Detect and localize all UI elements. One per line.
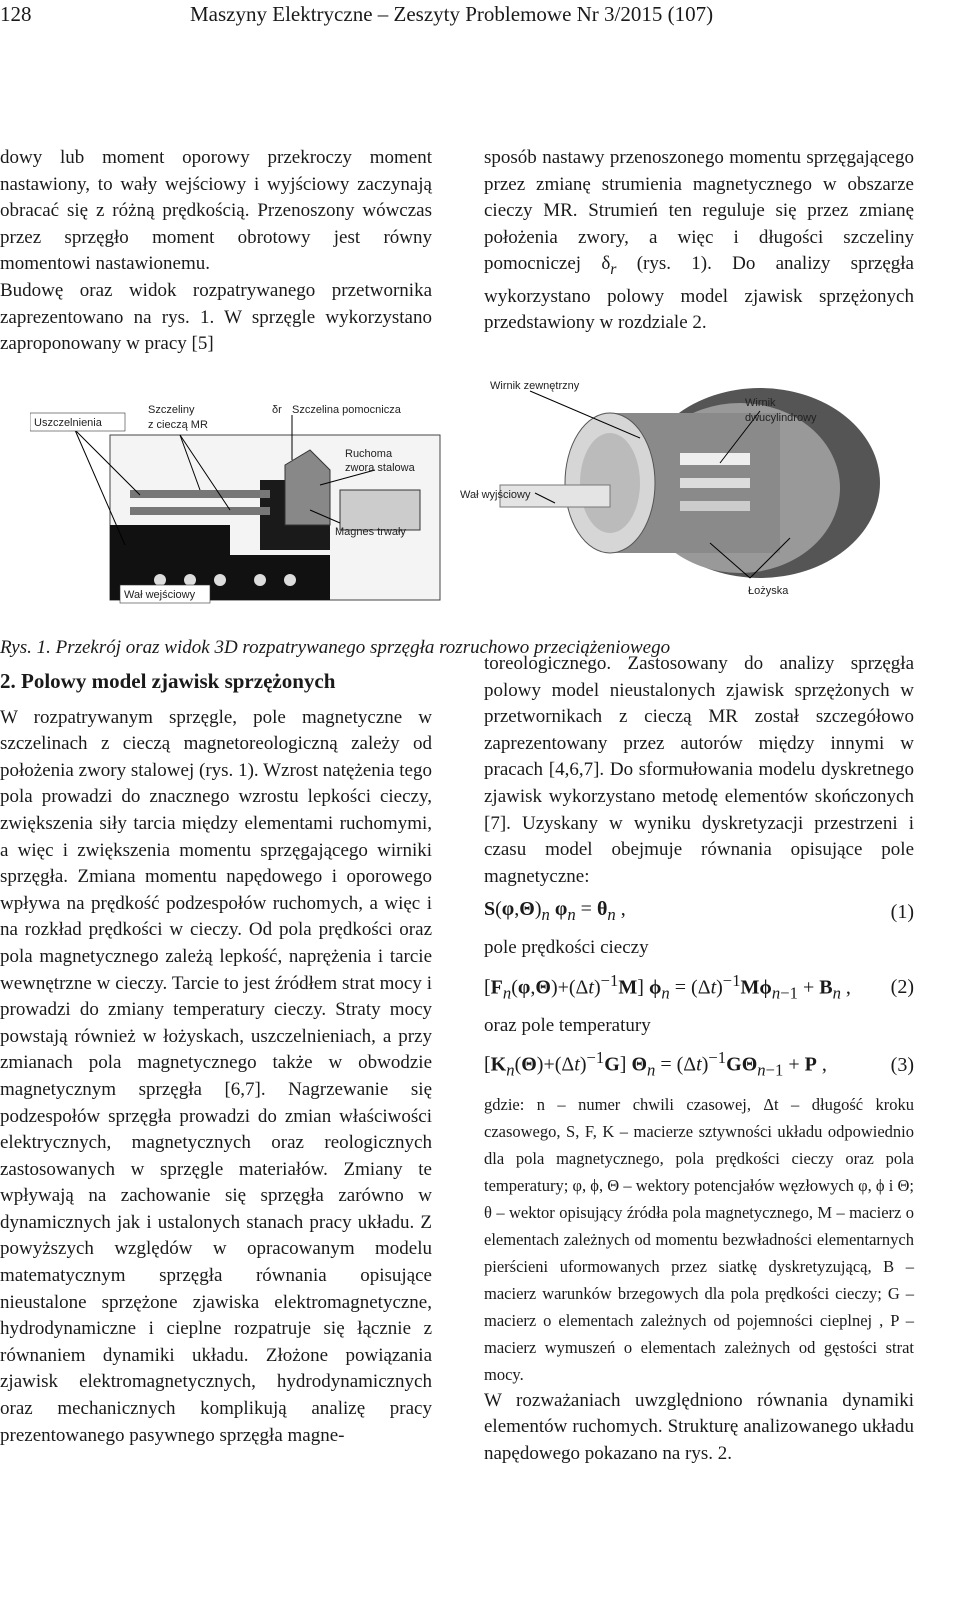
- equation-body: $[K_n(\Theta)+(\Delta t)^{-1}G] \Theta_n = (\Delta t)^{-1}G\Theta_{n-1} + P$ ,: [484, 1048, 827, 1081]
- section-heading: 2. Polowy model zjawisk sprzężonych: [0, 669, 336, 693]
- equation-number: (1): [890, 901, 914, 924]
- paragraph: Budowę oraz widok rozpatrywanego przetwornika zaprezentowano na rys. 1. W sprzęgle wykorzystano zaproponowany w pracy [5]: [0, 279, 432, 355]
- label-dwucylindrowy: dwucylindrowy: [745, 412, 817, 424]
- text-run: (rys. 1). Do analizy sprzęgła wykorzystano polowy model zjawisk sprzężonych przedstawiony w rozdziale 2.: [484, 253, 914, 334]
- 3d-view-figure: [460, 373, 900, 603]
- equation-number: (3): [890, 1053, 914, 1076]
- equation-body: $S(\varphi,\Theta)_n$ $\varphi_n = \theta_n$ ,: [484, 898, 626, 925]
- symbol-definitions: gdzie: n – numer chwili czasowej, Δt – długość kroku czasowego, S, F, K – macierze sztywności układu odpowiednio dla pola magnetycznego, pola prędkości cieczy oraz pola temperatury; φ, ϕ, Θ – wektory potencjałów węzłowych φ, ϕ i Θ; θ – wektor opisujący źródła pola magnetycznego, M – macierz o elementach zależnych od momentu bezwładności elementarnych pierścieni uformowanych przez siatkę dyskretyzującą, B – macierz warunków brzegowych dla pola prędkości cieczy; G – macierz o elementach zależnych od pojemności cieplnej , P – macierz wymuszeń o elementach zależnych od gęstości strat mocy.: [484, 1094, 914, 1384]
- paragraph: pole prędkości cieczy: [484, 936, 649, 958]
- paragraph: [484, 145, 914, 337]
- page-number: 128: [0, 2, 32, 26]
- paragraph: toreologicznego. Zastosowany do analizy sprzęgła polowy model nieustalonych zjawisk sprzężonych w przetwornikach z cieczą MR został szczegółowo zaprezentowany przez autorów między innymi w pracach [4,6,7]. Do sformułowania modelu dyskretnego zjawisk wykorzystano metodę elementów skończonych [7]. Uzyskany w wyniku dyskretyzacji przestrzeni i czasu model obejmuje równania opisujące pole magnetyczne:: [484, 653, 914, 887]
- equation-3: [484, 1045, 914, 1084]
- label-zwora: zwora stalowa: [345, 462, 415, 474]
- top-left-column: [0, 145, 432, 358]
- paragraph: oraz pole temperatury: [484, 1014, 651, 1036]
- equation-number: (2): [890, 975, 914, 998]
- paragraph: W rozpatrywanym sprzęgle, pole magnetyczne w szczelinach z cieczą magnetoreologiczną zależy od położenia zwory stalowej (rys. 1). Wzrost natężenia tego pola prowadzi do znacznego wzrostu lepkości cieczy, zwiększenia siły tarcia między elementami ruchomymi, a więc i zwiększenia momentu sprzęgającego wirniki sprzęgła. Zmiana momentu napędowego i oporowego wpływa na prędkość podzespołów ruchomych, a więc i na rozkład prędkości w cieczy. Od pola prędkości oraz pola magnetycznego zależą lepkość, naprężenia i tarcie wewnętrzne w cieczy. Tarcie to jest źródłem strat mocy i prowadzi do zmiany temperatury cieczy. Straty mocy powstają również w łożyskach, uszczelnieniach, a przy zmianach pola magnetycznego także w obwodzie magnetycznym sprzęgła [6,7]. Nagrzewanie się podzespołów sprzęgła prowadzi do zmian właściwości elektrycznych, magnetycznych oraz reologicznych zastosowanych w sprzęgle materiałów. Zmiany te wpływają na zachowanie się sprzęgła zarówno w dynamicznych jak i ustalonych stanach pracy układu. Z powyższych względów w opracowanym modelu matematycznym sprzęgła równania opisujące nieustalone sprzężone zjawiska elektromagnetyczne, hydrodynamiczne i cieplne rozpatruje się łącznie z równaniem dynamiki układu. Złożone powiązania zjawisk elektromagnetycznych, hydrodynamicznych oraz mechanicznych komplikują analizę pracy prezentowanego pasywnego sprzęgła magne-: [0, 706, 432, 1446]
- paragraph: W rozważaniach uwzględniono równania dynamiki elementów ruchomych. Strukturę analizowanego układu napędowego pokazano na rys. 2.: [484, 1389, 914, 1464]
- label-wal-wyjsciowy: Wał wyjściowy: [460, 489, 531, 501]
- label-wirnik: Wirnik: [745, 397, 776, 409]
- equation-body: $[F_n(\varphi,\Theta)+(\Delta t)^{-1}M] \phi_n = (\Delta t)^{-1}M\phi_{n-1} + B_n$ ,: [484, 970, 851, 1003]
- label-wal-wejsciowy: Wał wejściowy: [124, 589, 196, 601]
- label-magnes: Magnes trwały: [335, 526, 406, 538]
- label-szczelina-pomocnicza: Szczelina pomocnicza: [292, 404, 401, 416]
- subscript: r: [610, 261, 617, 279]
- figure-caption: Rys. 1. Przekrój oraz widok 3D rozpatrywanego sprzęgła rozruchowo przeciążeniowego: [0, 637, 671, 658]
- top-right-column: [484, 145, 914, 337]
- right-column: [484, 651, 914, 1467]
- equation-2: [484, 968, 914, 1007]
- equation-1: [484, 896, 914, 929]
- journal-header: Maszyny Elektryczne – Zeszyty Problemowe Nr 3/2015 (107): [190, 2, 714, 26]
- text-run: sposób nastawy przenoszonego momentu sprzęgającego przez zmianę strumienia magnetycznego w obszarze cieczy MR. Strumień ten reguluje się przez zmianę położenia zwory, a więc i długości szczeliny pomocniczej δ: [484, 147, 914, 275]
- label-szczeliny: Szczeliny: [148, 404, 195, 416]
- label-delta: δr: [272, 404, 282, 416]
- left-column: [0, 668, 432, 1449]
- label-wirnik-zewnetrzny: Wirnik zewnętrzny: [490, 380, 580, 392]
- label-uszczelnienia: Uszczelnienia: [34, 417, 102, 429]
- cross-section-figure: [30, 395, 450, 610]
- label-z-ciecza: z cieczą MR: [148, 419, 208, 431]
- paragraph: dowy lub moment oporowy przekroczy moment nastawiony, to wały wejściowy i wyjściowy zaczynają obracać się z różną prędkością. Przenoszony wówczas przez sprzęgło moment obrotowy jest równy momentowi nastawionemu.: [0, 147, 432, 275]
- label-ruchoma: Ruchoma: [345, 448, 393, 460]
- label-lozyska: Łożyska: [748, 585, 789, 597]
